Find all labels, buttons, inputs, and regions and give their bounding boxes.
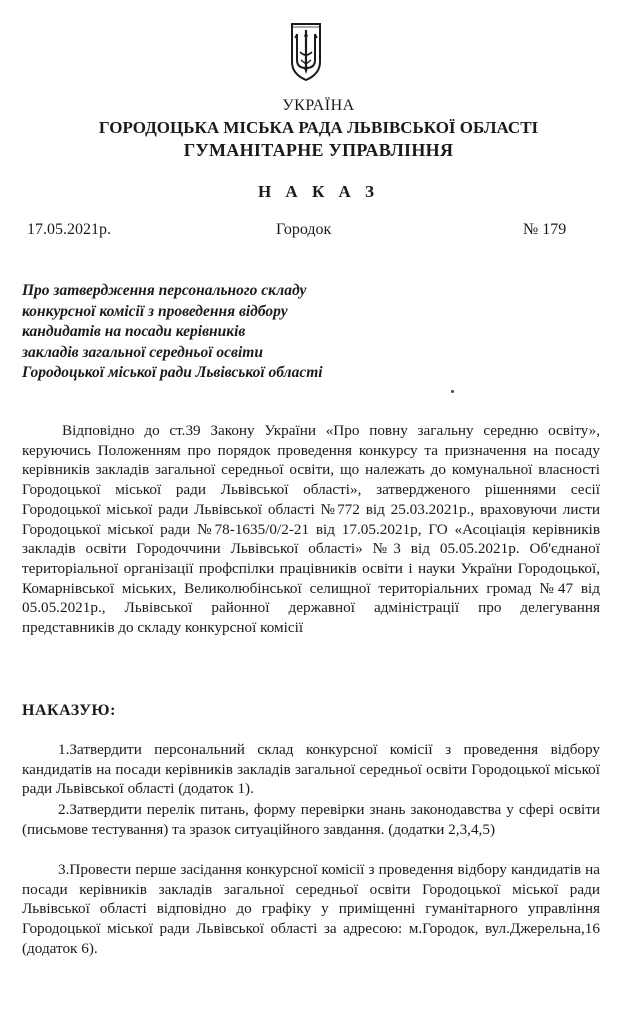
order-heading: НАКАЗУЮ: [22,702,116,719]
order-item-3: 3.Провести перше засідання конкурсної комісії з проведення відбору кандидатів на посади керівників закладів загальної середньої освіти Городоцької міської ради Львівської області відповідно до графіку у приміщенні гуманітарного управління Городоцької міської ради Львівської області за адресою: м.Городок, вул.Джерельна,16 (додаток 6). [22,861,600,957]
subject-line: Городоцької міської ради Львівської області [22,364,323,382]
subject-line: закладів загальної середньої освіти [22,343,263,361]
trident-emblem-icon [288,22,324,82]
council-name: ГОРОДОЦЬКА МІСЬКА РАДА ЛЬВІВСЬКОЇ ОБЛАСТІ [98,118,539,137]
order-item-2: 2.Затвердити перелік питань, форму перевірки знань законодавства у сфері освіти (письмове тестування) та зразок ситуаційного завдання. (додатки 2,3,4,5) [22,801,600,838]
intro-paragraph: Відповідно до ст.39 Закону України «Про повну загальну середню освіту», керуючись Положенням про порядок проведення конкурсу та призначення на посаду керівників закладів загальної середньої освіти, що належать до комунальної власності Городоцької міської ради Львівської області», затвердженого рішеннями сесії Городоцької міської ради Львівської області №772 від 25.03.2021р., враховуючи листи Городоцької міської ради №78-1635/0/2-21 від 17.05.2021р, ГО «Асоціація керівників закладів освіти Городоччини Львівської області» №3 від 05.05.2021р. Об'єднаної територіальної організації профспілки працівників освіти і науки України Городоцької, Комарнівської міських, Великолюбінської селищної територіальних громад №47 від 05.05.2021р., Львівської районної державної адміністрації про делегування представників до складу конкурсної комісії [22,422,600,637]
department-name: ГУМАНІТАРНЕ УПРАВЛІННЯ [183,140,454,160]
subject-line: кандидатів на посади керівників [22,323,246,341]
scan-speck [451,390,454,393]
document-city: Городок [276,221,332,238]
order-item-1: 1.Затвердити персональний склад конкурсної комісії з проведення відбору кандидатів на посади керівників закладів загальної середньої освіти Городоцької міської ради Львівської області (додаток 1). [22,741,600,798]
document-subject [22,281,442,384]
document-number: № 179 [523,221,567,238]
document-type: Н А К А З [257,182,380,201]
subject-line: Про затвердження персонального складу [22,282,307,299]
subject-line: конкурсної комісії з проведення відбору [22,302,288,320]
country-name: УКРАЇНА [282,97,355,114]
document-date: 17.05.2021р. [27,221,111,238]
